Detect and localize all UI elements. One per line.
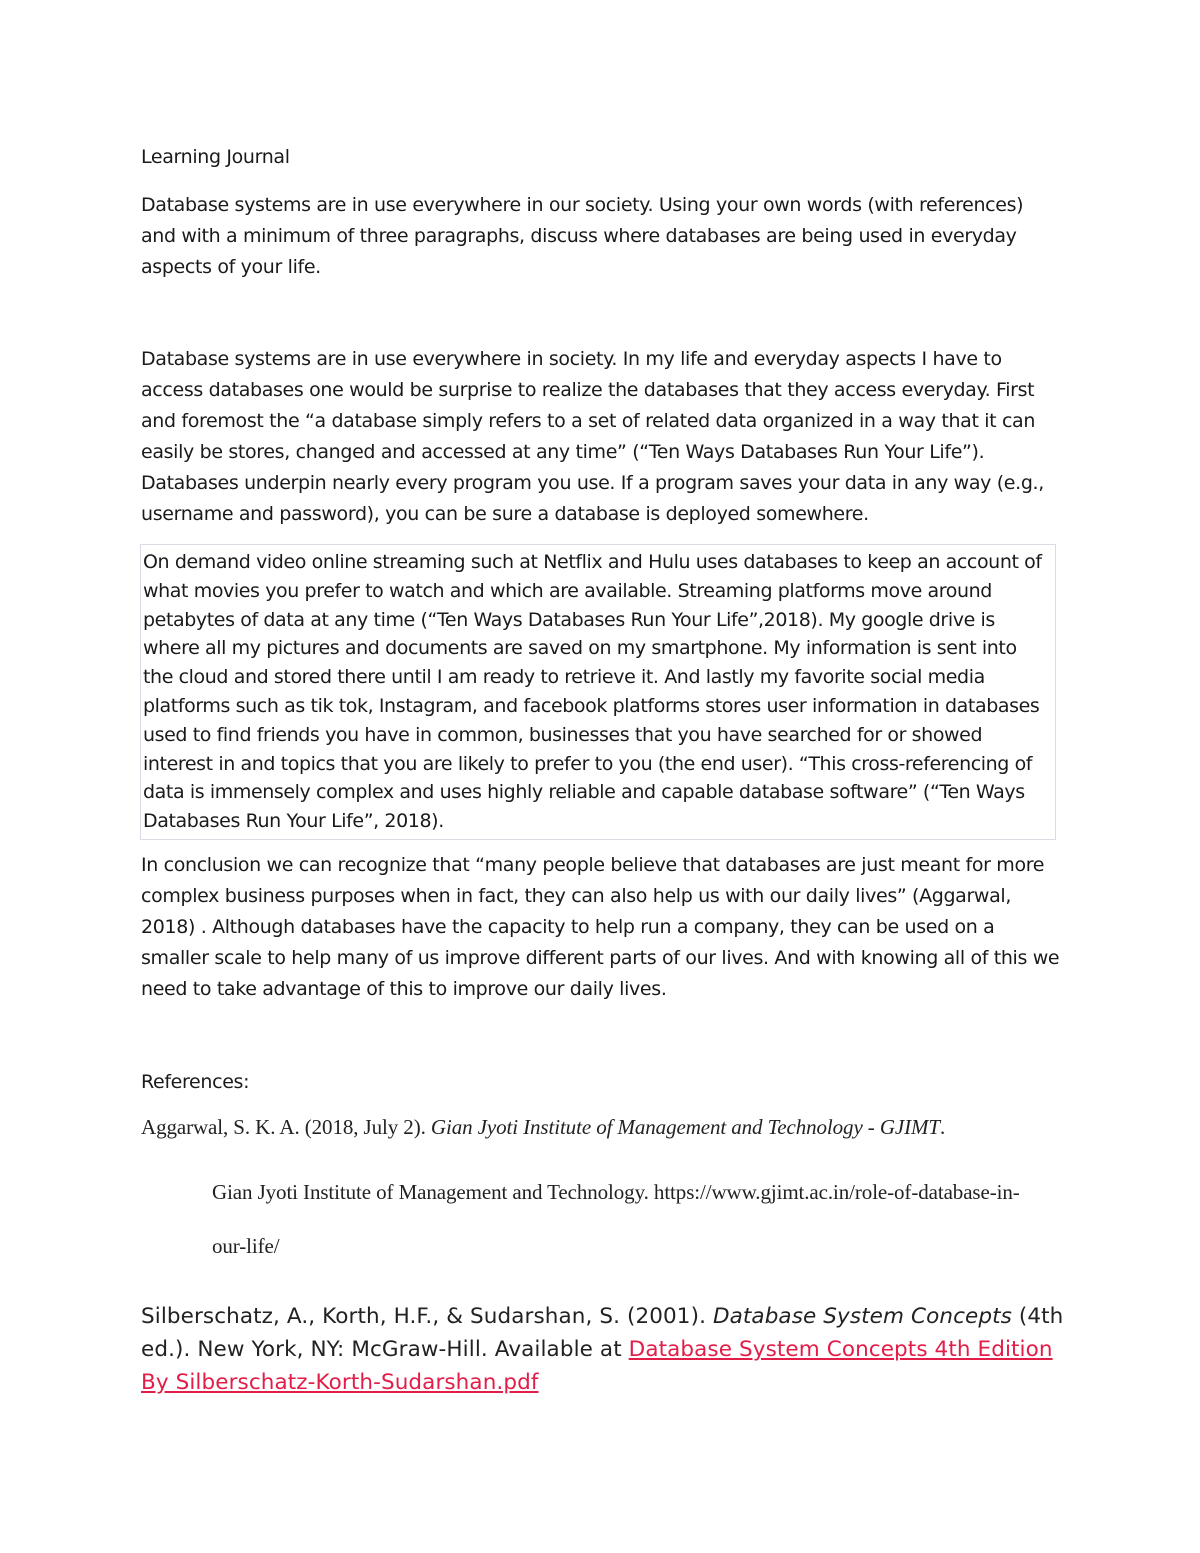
journal-prompt: Database systems are in use everywhere in our society. Using your own words (with references) and with a minimum of three paragraphs, discuss where databases are being used in everyday aspects of your life. — [141, 194, 1024, 278]
reference-1-title-end: . — [940, 1115, 946, 1139]
document-title: Learning Journal — [141, 146, 290, 168]
reference-1-title: Gian Jyoti Institute of Management and Technology - GJIMT — [430, 1115, 941, 1139]
paragraph-3: In conclusion we can recognize that “many people believe that databases are just meant for more complex business purposes when in fact, they can also help us with our daily lives” (Aggarwal, 2018) . Although databases have the capacity to help run a company, they can be used on a smaller scale to help many of us improve different parts of our lives. And with knowing all of this we need to take advantage of this to improve our daily lives. — [141, 854, 1060, 1000]
paragraph-1: Database systems are in use everywhere in society. In my life and everyday aspects I have to access databases one would be surprise to realize the databases that they access everyday. First and foremost the “a database simply refers to a set of related data organized in a way that it can easily be stores, changed and accessed at any time” (“Ten Ways Databases Run Your Life”). Databases underpin nearly every program you use. If a program saves your data in any way (e.g., username and password), you can be sure a database is deployed somewhere. — [141, 348, 1044, 525]
reference-1-continuation: Gian Jyoti Institute of Management and Technology. https://www.gjimt.ac.in/role-of-database-in-our-life/ — [212, 1180, 1020, 1258]
reference-2-authors: Silberschatz, A., Korth, H.F., & Sudarshan, S. (2001). — [141, 1304, 713, 1329]
reference-2-title: Database System Concepts — [712, 1304, 1012, 1329]
references-heading: References: — [141, 1071, 250, 1093]
reference-1-authors: Aggarwal, S. K. A. (2018, July 2). — [141, 1115, 431, 1139]
reference-1 — [141, 1112, 945, 1142]
paragraph-2: On demand video online streaming such at Netflix and Hulu uses databases to keep an account of what movies you prefer to watch and which are available. Streaming platforms move around petabytes of data at any time (“Ten Ways Databases Run Your Life”,2018). My google drive is where all my pictures and documents are saved on my smartphone. My information is sent into the cloud and stored there until I am ready to retrieve it. And lastly my favorite social media platforms such as tik tok, Instagram, and facebook platforms stores user information in databases used to find friends you have in common, businesses that you have searched for or showed interest in and topics that you are likely to prefer to you (the end user). “This cross-referencing of data is immensely complex and uses highly reliable and capable database software” (“Ten Ways Databases Run Your Life”, 2018). — [140, 544, 1056, 840]
reference-2 — [141, 1300, 1071, 1399]
reference-2-details: (4th ed.). New York, NY: McGraw-Hill. Available at — [141, 1304, 1064, 1362]
reference-2-link[interactable]: Database System Concepts 4th Edition By Silberschatz-Korth-Sudarshan.pdf — [141, 1337, 1053, 1395]
